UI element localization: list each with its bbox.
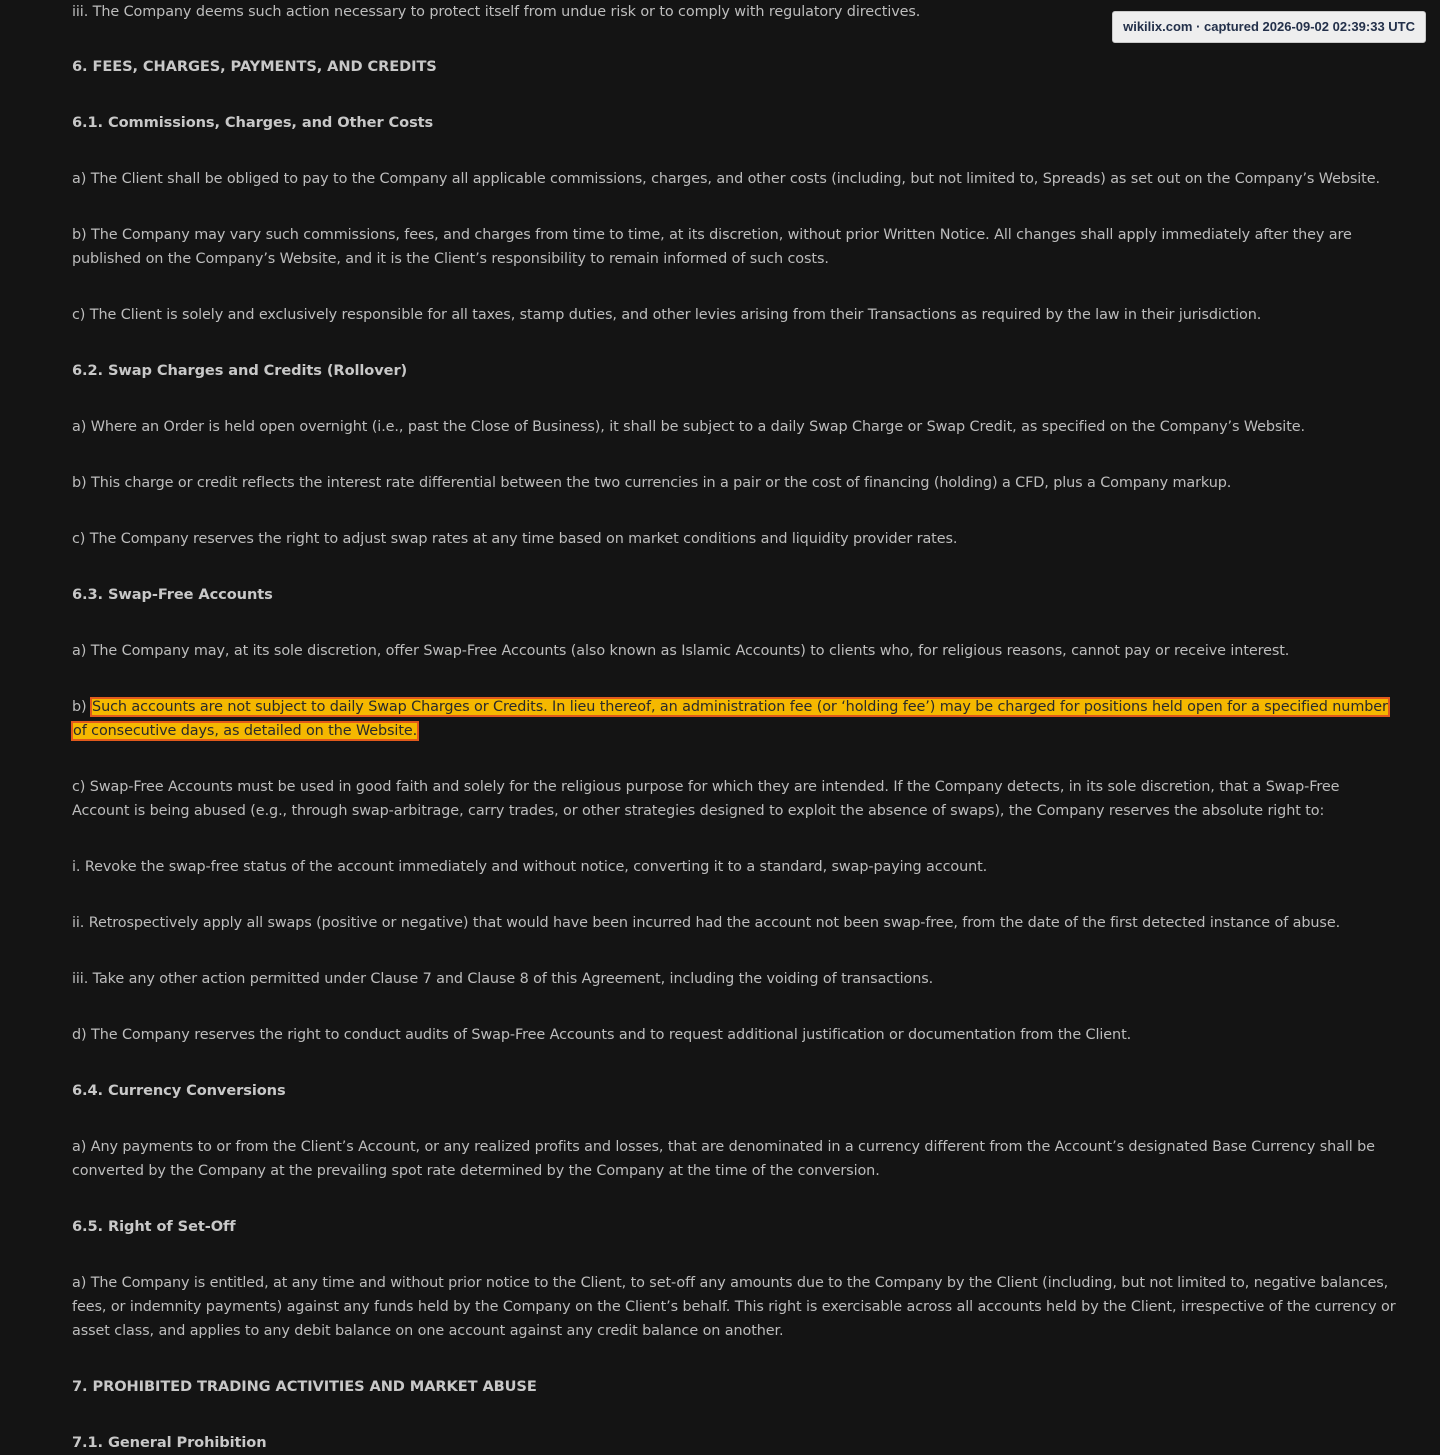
paragraph-line: a) Any payments to or from the Client’s Account, or any realized profits and losses, that are denominated in a currency different from the Account’s designated Base Currency shall be: [72, 1139, 1375, 1155]
text-highlight: Such accounts are not subject to daily Swap Charges or Credits. In lieu thereof, an administration fee (or ‘holding fee’) may be charged for positions held open for a specified number: [92, 699, 1388, 715]
list-item: ii. Retrospectively apply all swaps (positive or negative) that would have been incurred had the account not been swap-free, from the date of the first detected instance of abuse.: [72, 915, 1341, 931]
section-heading-6: 6. FEES, CHARGES, PAYMENTS, AND CREDITS: [72, 58, 437, 75]
paragraph-line: asset class, and applies to any debit balance on one account against any credit balance on another.: [72, 1323, 784, 1339]
paragraph-line: Account is being abused (e.g., through swap-arbitrage, carry trades, or other strategies designed to exploit the absence of swaps), the Company reserves the absolute right to:: [72, 803, 1325, 819]
paragraph-line: b) The Company may vary such commissions, fees, and charges from time to time, at its discretion, without prior Written Notice. All changes shall apply immediately after they are: [72, 227, 1352, 243]
subsection-heading-6-1: 6.1. Commissions, Charges, and Other Costs: [72, 114, 434, 131]
paragraph-line: b) This charge or credit reflects the interest rate differential between the two currencies in a pair or the cost of financing (holding) a CFD, plus a Company markup.: [72, 475, 1232, 491]
highlighted-paragraph-line: [72, 695, 1389, 719]
subsection-heading-6-5: 6.5. Right of Set-Off: [72, 1218, 236, 1235]
subsection-heading-7-1: 7.1. General Prohibition: [72, 1434, 267, 1451]
list-item: i. Revoke the swap-free status of the account immediately and without notice, converting it to a standard, swap-paying account.: [72, 859, 988, 875]
paragraph-line: published on the Company’s Website, and it is the Client’s responsibility to remain informed of such costs.: [72, 251, 829, 267]
paragraph-line: iii. The Company deems such action necessary to protect itself from undue risk or to comply with regulatory directives.: [72, 4, 921, 20]
paragraph-line: converted by the Company at the prevailing spot rate determined by the Company at the time of the conversion.: [72, 1163, 880, 1179]
section-heading-7: 7. PROHIBITED TRADING ACTIVITIES AND MARKET ABUSE: [72, 1378, 537, 1395]
paragraph-line: a) The Client shall be obliged to pay to the Company all applicable commissions, charges, and other costs (including, but not limited to, Spreads) as set out on the Company’s Website.: [72, 171, 1380, 187]
text-highlight: of consecutive days, as detailed on the Website.: [73, 723, 418, 739]
paragraph-line: a) Where an Order is held open overnight (i.e., past the Close of Business), it shall be subject to a daily Swap Charge or Swap Credit, as specified on the Company’s Website.: [72, 419, 1305, 435]
paragraph-line: a) The Company may, at its sole discretion, offer Swap-Free Accounts (also known as Islamic Accounts) to clients who, for religious reasons, cannot pay or receive interest.: [72, 643, 1290, 659]
paragraph-prefix: b): [72, 699, 87, 715]
paragraph-line: d) The Company reserves the right to conduct audits of Swap-Free Accounts and to request additional justification or documentation from the Client.: [72, 1027, 1132, 1043]
subsection-heading-6-4: 6.4. Currency Conversions: [72, 1082, 286, 1099]
subsection-heading-6-3: 6.3. Swap-Free Accounts: [72, 586, 273, 603]
paragraph-line: c) The Client is solely and exclusively responsible for all taxes, stamp duties, and other levies arising from their Transactions as required by the law in their jurisdiction.: [72, 307, 1262, 323]
paragraph-line: fees, or indemnity payments) against any funds held by the Company on the Client’s behalf. This right is exercisable across all accounts held by the Client, irrespective of the currency or: [72, 1299, 1396, 1315]
paragraph-line: a) The Company is entitled, at any time and without prior notice to the Client, to set-off any amounts due to the Company by the Client (including, but not limited to, negative balances,: [72, 1275, 1389, 1291]
paragraph-line: c) Swap-Free Accounts must be used in good faith and solely for the religious purpose for which they are intended. If the Company detects, in its sole discretion, that a Swap-Free: [72, 779, 1340, 795]
paragraph-line: c) The Company reserves the right to adjust swap rates at any time based on market conditions and liquidity provider rates.: [72, 531, 958, 547]
highlighted-paragraph-line: [72, 719, 418, 743]
list-item: iii. Take any other action permitted under Clause 7 and Clause 8 of this Agreement, including the voiding of transactions.: [72, 971, 934, 987]
subsection-heading-6-2: 6.2. Swap Charges and Credits (Rollover): [72, 362, 408, 379]
capture-stamp-badge: wikilix.com · captured 2026-09-02 02:39:33 UTC: [1112, 11, 1426, 43]
